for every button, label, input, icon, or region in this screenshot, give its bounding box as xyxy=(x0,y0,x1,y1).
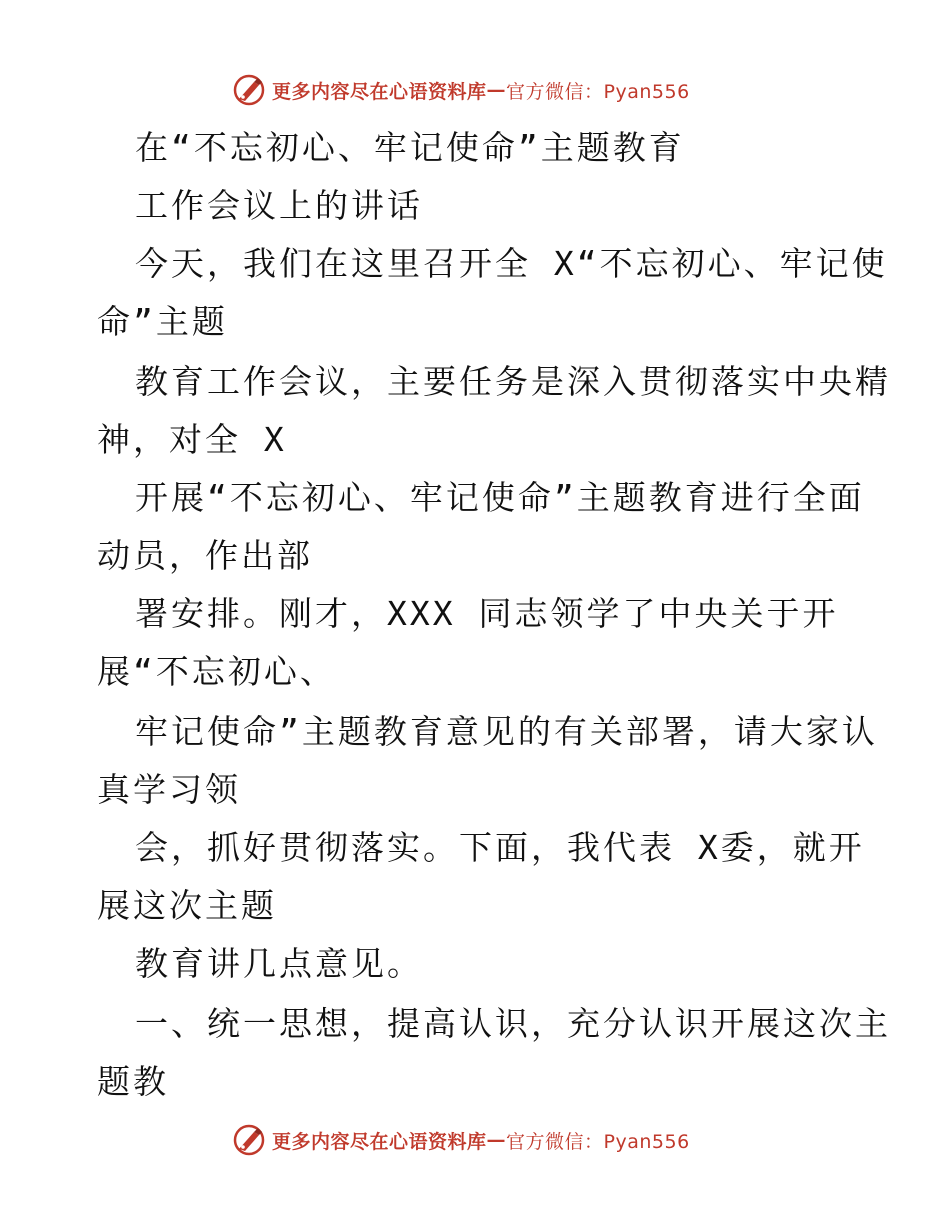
doc-text-line: 展“不忘初心、 xyxy=(97,652,336,691)
doc-text-line: 开展“不忘初心、牢记使命”主题教育进行全面 xyxy=(135,478,865,517)
doc-text-line: 会，抓好贯彻落实。下面，我代表 X委，就开 xyxy=(135,828,865,867)
red-pen-nib-logo-icon xyxy=(232,1123,266,1157)
banner-site-text: 更多内容尽在心语资料库 xyxy=(272,80,487,103)
doc-text-line: 展这次主题 xyxy=(97,886,277,925)
doc-text-line: 题教 xyxy=(97,1062,169,1101)
header-banner xyxy=(232,70,732,110)
banner-wechat-text: 官方微信：Pyan556 xyxy=(506,1130,690,1153)
doc-text-line: 牢记使命”主题教育意见的有关部署，请大家认 xyxy=(135,712,878,751)
doc-text-line: 教育工作会议，主要任务是深入贯彻落实中央精 xyxy=(135,362,891,401)
doc-text-line: 真学习领 xyxy=(97,770,241,809)
doc-text-line: 教育讲几点意见。 xyxy=(135,944,423,983)
banner-separator: — xyxy=(486,79,507,101)
doc-title-line-2: 工作会议上的讲话 xyxy=(135,186,423,225)
doc-text-line: 动员，作出部 xyxy=(97,536,313,575)
red-pen-nib-logo-icon xyxy=(232,73,266,107)
footer-banner xyxy=(232,1120,732,1160)
banner-site-text: 更多内容尽在心语资料库 xyxy=(272,1130,487,1153)
doc-title-line-1: 在“不忘初心、牢记使命”主题教育 xyxy=(135,128,685,167)
doc-text-line: 今天，我们在这里召开全 X“不忘初心、牢记使 xyxy=(135,244,888,283)
banner-separator: — xyxy=(486,1129,507,1151)
doc-text-line: 署安排。刚才，XXX 同志领学了中央关于开 xyxy=(135,594,839,633)
doc-text-line: 命”主题 xyxy=(97,302,228,341)
doc-heading-line: 一、统一思想，提高认识，充分认识开展这次主 xyxy=(135,1004,891,1043)
banner-wechat-text: 官方微信：Pyan556 xyxy=(506,80,690,103)
doc-text-line: 神，对全 X xyxy=(97,420,287,459)
